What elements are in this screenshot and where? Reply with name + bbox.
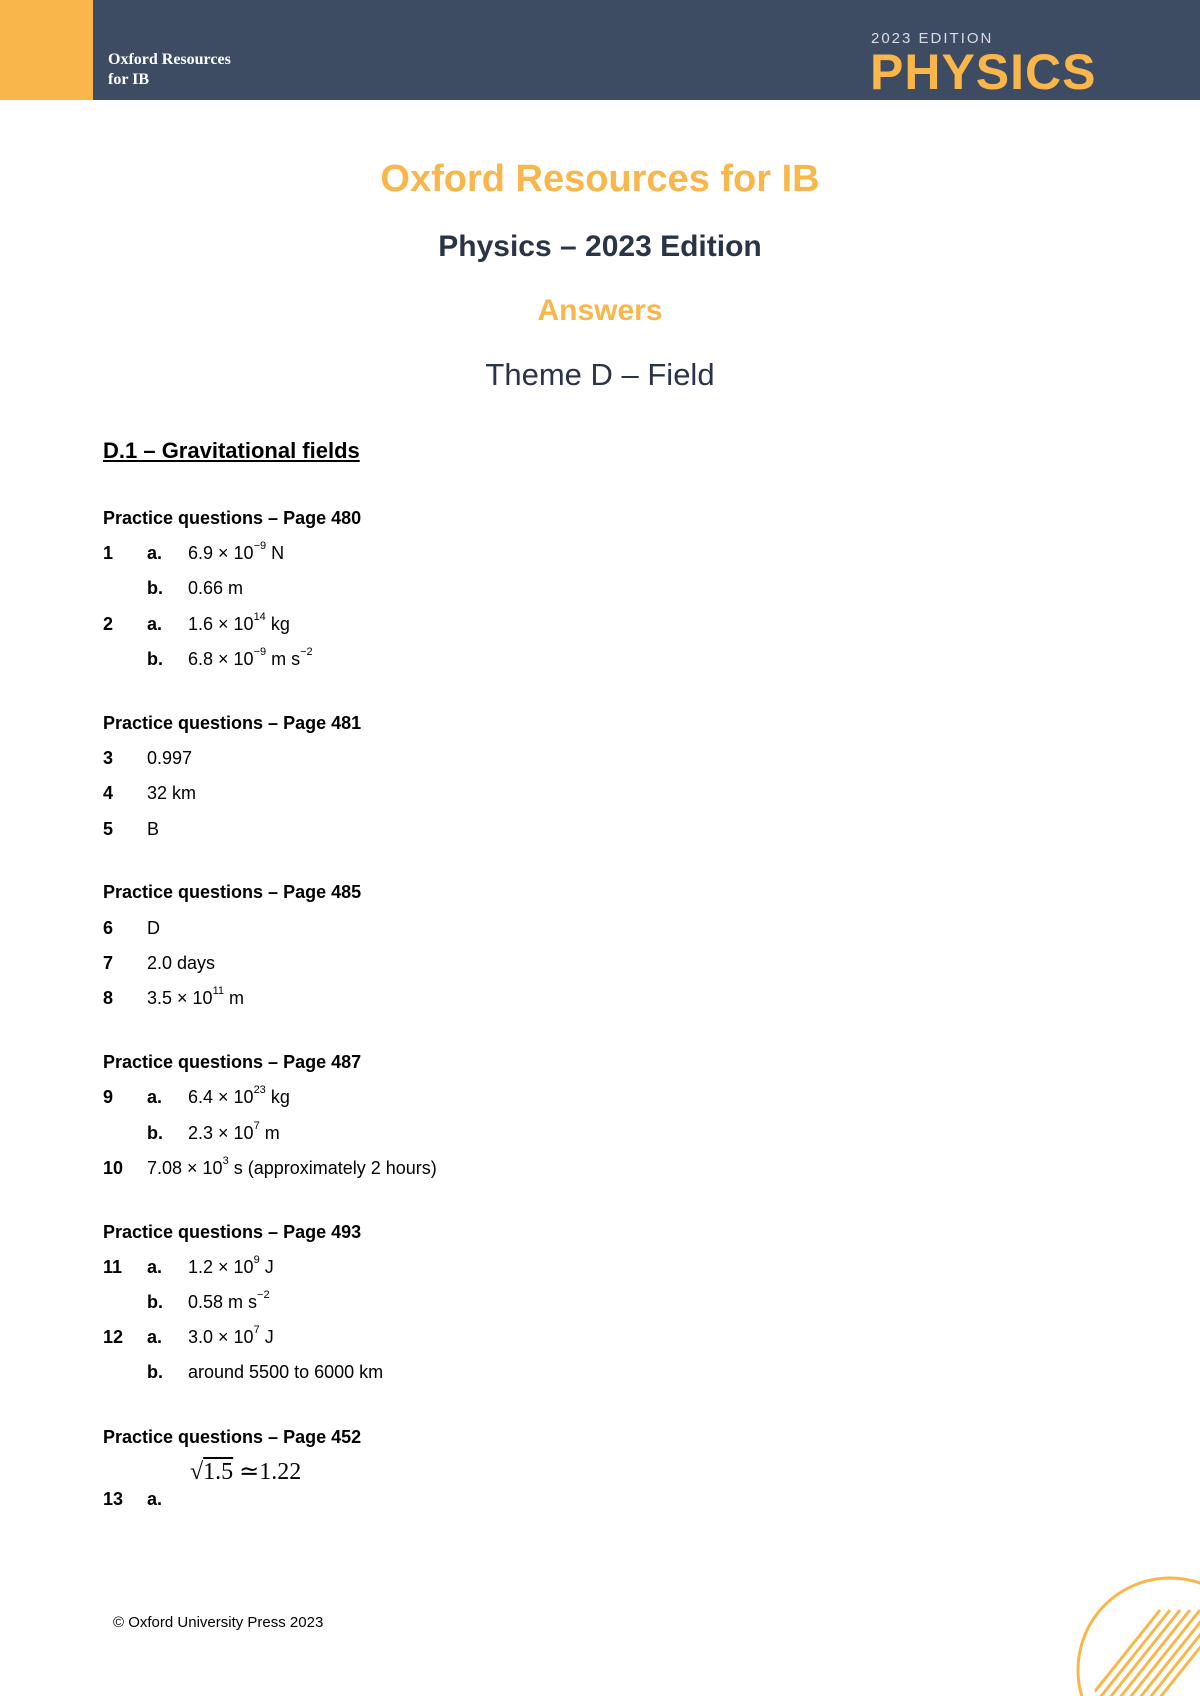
part-letter: a. (147, 1489, 163, 1509)
practice-heading: Practice questions – Page 493 (103, 1222, 362, 1242)
practice-heading: Practice questions – Page 485 (103, 882, 362, 902)
part-letter: a. (147, 1257, 163, 1277)
question-number: 7 (103, 953, 114, 973)
part-letter: a. (147, 1327, 163, 1347)
answer-text: $7.08 \times 10^3$ s (approximately 2 hours) (147, 1155, 437, 1178)
answer-text: $6.8 \times 10^{-9}$ m $s^{-2}$ (188, 646, 313, 669)
answer-text: $3.0 \times 10^7$ J (188, 1324, 274, 1347)
approx-symbol: ≃ (239, 1459, 260, 1485)
answer-text: B (147, 819, 160, 839)
brand-line-1: Oxford Resources (108, 51, 231, 68)
practice-heading: Practice questions – Page 452 (103, 1427, 362, 1447)
question-number: 9 (103, 1087, 114, 1107)
question-number: 10 (103, 1158, 124, 1178)
part-letter: a. (147, 1087, 163, 1107)
header-band (0, 0, 1200, 100)
answer-text: $1.2 \times 10^9$ J (188, 1254, 274, 1277)
answers-heading: Answers (537, 294, 663, 327)
sqrt-symbol: √ (190, 1459, 204, 1485)
header-accent-stripe (0, 0, 93, 100)
part-letter: b. (147, 649, 163, 669)
question-number: 8 (103, 988, 114, 1008)
practice-heading: Practice questions – Page 487 (103, 1052, 362, 1072)
document-subtitle: Physics – 2023 Edition (438, 230, 762, 263)
question-number: 6 (103, 918, 114, 938)
part-letter: b. (147, 1292, 163, 1312)
brand-line-2: for IB (108, 71, 150, 88)
edition-label: 2023 EDITION (871, 30, 994, 47)
part-letter: a. (147, 614, 163, 634)
question-number: 13 (103, 1489, 124, 1509)
answer-text: $2.3 \times 10^7$ m (188, 1120, 280, 1143)
part-letter: b. (147, 1123, 163, 1143)
theme-heading: Theme D – Field (485, 357, 715, 392)
document-title: Oxford Resources for IB (380, 158, 820, 200)
answer-text: 2.0 days (147, 953, 216, 973)
decorative-circle-graphic (1060, 1560, 1200, 1696)
question-number: 5 (103, 819, 114, 839)
brand-logo-text (108, 50, 231, 90)
question-number: 11 (103, 1257, 123, 1277)
answer-text: around 5500 to 6000 km (188, 1362, 384, 1382)
question-number: 4 (103, 783, 114, 803)
answer-text: 0.58 m $s^{-2}$ (188, 1289, 270, 1312)
answer-text: 0.997 (147, 748, 193, 768)
answer-text: D (147, 918, 160, 938)
part-letter: b. (147, 578, 163, 598)
answer-text: $6.4 \times 10^{23}$ kg (188, 1084, 290, 1107)
part-letter: b. (147, 1362, 163, 1382)
answer-text: 0.66 m (188, 578, 244, 598)
question-number: 1 (103, 543, 114, 563)
radicand: 1.5 (203, 1459, 234, 1485)
part-letter: a. (147, 543, 163, 563)
question-number: 12 (103, 1327, 124, 1347)
answer-text: 32 km (147, 783, 197, 803)
copyright-footer: © Oxford University Press 2023 (113, 1614, 324, 1631)
subject-logo: PHYSICS (870, 44, 1097, 100)
practice-heading: Practice questions – Page 480 (103, 508, 362, 528)
practice-heading: Practice questions – Page 481 (103, 713, 362, 733)
answer-text: $6.9 \times 10^{-9}$ N (188, 540, 285, 563)
answer-text: $3.5 \times 10^{11}$ m (147, 985, 244, 1008)
answer-text: $1.6 \times 10^{14}$ kg (188, 611, 290, 634)
math-value: 1.22 (259, 1459, 302, 1485)
question-number: 2 (103, 614, 114, 634)
section-heading: D.1 – Gravitational fields (103, 438, 360, 463)
math-expression (190, 1457, 301, 1486)
question-number: 3 (103, 748, 114, 768)
